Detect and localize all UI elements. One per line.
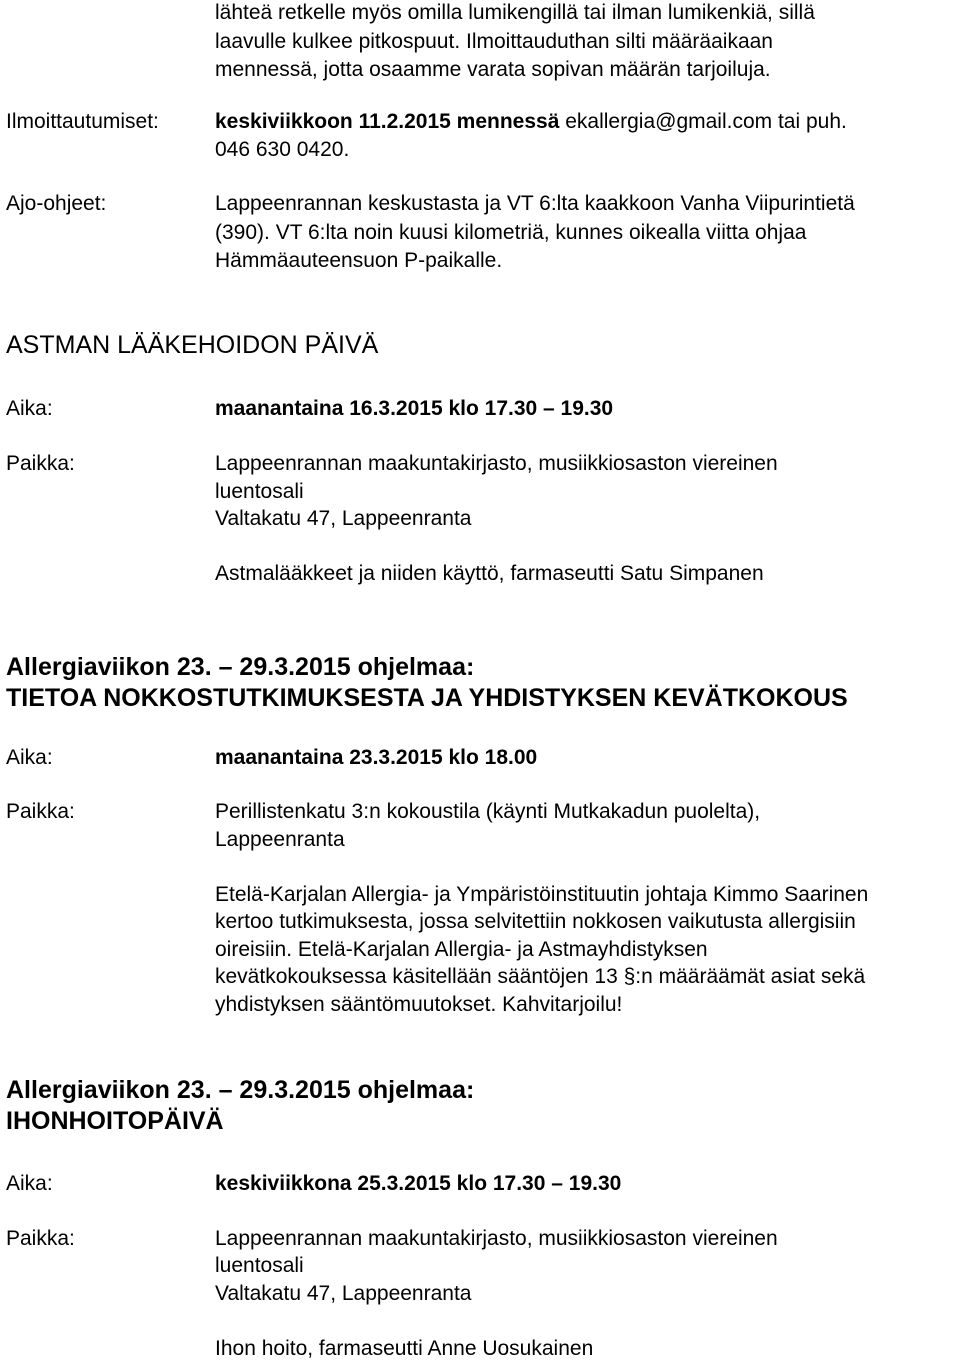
nokkonen-title: TIETOA NOKKOSTUTKIMUKSESTA JA YHDISTYKSEN KEVÄTKOKOUS [6,684,848,712]
nokkonen-paikka-line-1: Perillistenkatu 3:n kokoustila (käynti Mutkakadun puolelta), [215,800,761,823]
iho-paikka-line-1: Lappeenrannan maakuntakirjasto, musiikkiosaston viereinen [215,1227,778,1250]
nokkonen-aika-value: maanantaina 23.3.2015 klo 18.00 [215,746,538,769]
astma-title: ASTMAN LÄÄKEHOIDON PÄIVÄ [6,331,379,359]
ilmoittautumiset-line-2: 046 630 0420. [215,138,350,161]
nokkonen-description-2: kertoo tutkimuksesta, jossa selvitettiin nokkosen vaikutusta allergisiin [215,910,856,933]
iho-paikka-line-2: luentosali [215,1254,304,1277]
iho-title: IHONHOITOPÄIVÄ [6,1107,224,1135]
iho-description: Ihon hoito, farmaseutti Anne Uosukainen [215,1337,594,1360]
ajo-ohjeet-line-2: (390). VT 6:lta noin kuusi kilometriä, kunnes oikealla viitta ohjaa [215,221,807,244]
nokkonen-paikka-label: Paikka: [6,800,75,823]
iho-aika-value: keskiviikkona 25.3.2015 klo 17.30 – 19.30 [215,1172,622,1195]
astma-description: Astmalääkkeet ja niiden käyttö, farmaseutti Satu Simpanen [215,562,764,585]
astma-paikka-line-3: Valtakatu 47, Lappeenranta [215,507,472,530]
ajo-ohjeet-line-1: Lappeenrannan keskustasta ja VT 6:lta kaakkoon Vanha Viipurintietä [215,192,855,215]
nokkonen-description-3: oireisiin. Etelä-Karjalan Allergia- ja Astmayhdistyksen [215,938,708,961]
astma-paikka-label: Paikka: [6,452,75,475]
intro-line-3: mennessä, jotta osaamme varata sopivan määrän tarjoiluja. [215,58,771,81]
astma-aika-label: Aika: [6,397,53,420]
astma-aika-value: maanantaina 16.3.2015 klo 17.30 – 19.30 [215,397,614,420]
nokkonen-description-1: Etelä-Karjalan Allergia- ja Ympäristöinstituutin johtaja Kimmo Saarinen [215,883,869,906]
iho-aika-label: Aika: [6,1172,53,1195]
nokkonen-paikka-line-2: Lappeenranta [215,828,345,851]
nokkonen-aika-label: Aika: [6,746,53,769]
ilmoittautumiset-label: Ilmoittautumiset: [6,110,159,133]
iho-paikka-label: Paikka: [6,1227,75,1250]
nokkonen-heading: Allergiaviikon 23. – 29.3.2015 ohjelmaa: [6,653,475,681]
intro-line-2: laavulle kulkee pitkospuut. Ilmoittauduthan silti määräaikaan [215,30,773,53]
astma-paikka-line-2: luentosali [215,480,304,503]
ilmoittautumiset-line-1 [215,109,847,135]
ajo-ohjeet-label: Ajo-ohjeet: [6,192,107,215]
iho-paikka-line-3: Valtakatu 47, Lappeenranta [215,1282,472,1305]
ilmoittautumiset-deadline: keskiviikkoon 11.2.2015 mennessä [215,110,560,133]
astma-paikka-line-1: Lappeenrannan maakuntakirjasto, musiikkiosaston viereinen [215,452,778,475]
intro-line-1: lähteä retkelle myös omilla lumikengillä tai ilman lumikenkiä, sillä [215,1,815,24]
ajo-ohjeet-line-3: Hämmäauteensuon P-paikalle. [215,249,503,272]
nokkonen-description-4: kevätkokouksessa käsitellään sääntöjen 13 §:n määräämät asiat sekä [215,965,866,988]
nokkonen-description-5: yhdistyksen sääntömuutokset. Kahvitarjoilu! [215,993,623,1016]
iho-heading: Allergiaviikon 23. – 29.3.2015 ohjelmaa: [6,1076,475,1104]
ilmoittautumiset-contact: ekallergia@gmail.com tai puh. [559,110,847,133]
